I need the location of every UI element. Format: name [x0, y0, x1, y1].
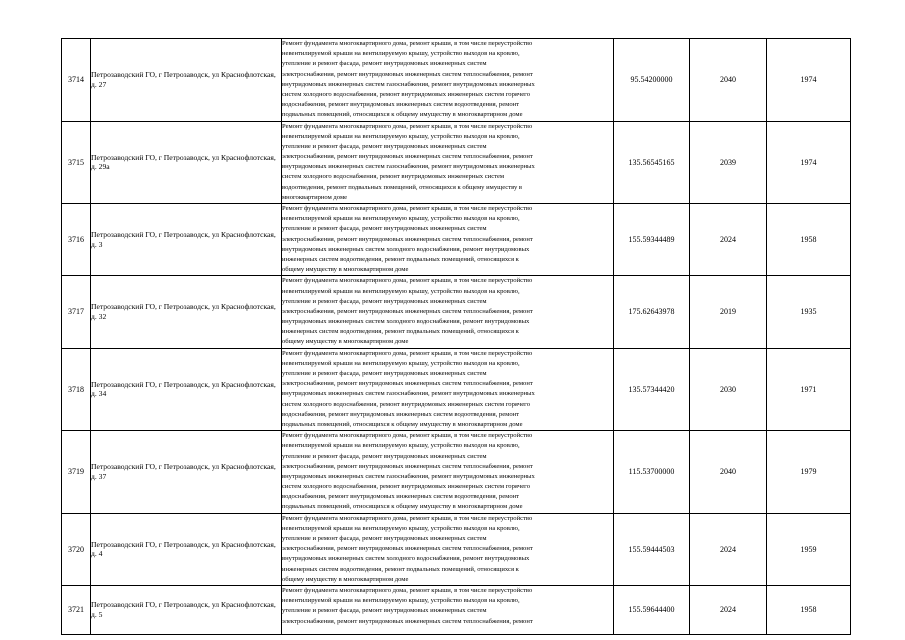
works-line: подвальных помещений, относящихся к общему имуществу в многоквартирном доме [282, 111, 523, 119]
works-line: электроснабжения, ремонт внутридомовых инженерных систем теплоснабжения, ремонт [282, 545, 533, 553]
row-number: 3721 [62, 585, 91, 634]
works-line: внутридомовых инженерных систем газоснабжения, ремонт внутридомовых инженерных [282, 163, 535, 171]
row-number: 3720 [62, 513, 91, 585]
works-line: Ремонт фундамента многоквартирного дома, ремонт крыши, в том числе переустройство [282, 514, 533, 522]
address-cell: Петрозаводский ГО, г Петрозаводск, ул Краснофлотская, д. 29а [91, 121, 282, 204]
works-line: инженерных систем водоотведения, ремонт подвальных помещений, относящихся к [282, 328, 519, 336]
row-number: 3716 [62, 204, 91, 276]
address-cell: Петрозаводский ГО, г Петрозаводск, ул Краснофлотская, д. 3 [91, 204, 282, 276]
address-cell: Петрозаводский ГО, г Петрозаводск, ул Краснофлотская, д. 27 [91, 39, 282, 122]
works-line: электроснабжения, ремонт внутридомовых инженерных систем теплоснабжения, ремонт [282, 307, 533, 315]
row-number: 3719 [62, 431, 91, 514]
built-year-cell: 1959 [767, 513, 851, 585]
works-line: невентилируемой крыши на вентилируемую крышу, устройство выходов на кровлю, [282, 50, 520, 58]
works-cell [282, 204, 614, 276]
works-line: Ремонт фундамента многоквартирного дома, ремонт крыши, в том числе переустройство [282, 586, 533, 594]
built-year-cell: 1974 [767, 121, 851, 204]
cost-cell: 175.62643978 [614, 276, 690, 348]
table-row [62, 276, 851, 348]
works-line: Ремонт фундамента многоквартирного дома, ремонт крыши, в том числе переустройство [282, 205, 533, 212]
works-line: утепление и ремонт фасада, ремонт внутридомовых инженерных систем [282, 60, 487, 68]
works-line: многоквартирном доме [282, 193, 348, 201]
planned-year-cell: 2024 [690, 204, 767, 276]
works-line: систем холодного водоснабжения, ремонт внутридомовых инженерных систем горячего [282, 483, 531, 491]
works-line: подвальных помещений, относящихся к общему имуществу в многоквартирном доме [282, 503, 523, 511]
works-line: Ремонт фундамента многоквартирного дома, ремонт крыши, в том числе переустройство [282, 432, 533, 440]
planned-year-cell: 2019 [690, 276, 767, 348]
works-line: электроснабжения, ремонт внутридомовых инженерных систем теплоснабжения, ремонт [282, 70, 533, 78]
works-cell [282, 121, 614, 204]
works-line: Ремонт фундамента многоквартирного дома, ремонт крыши, в том числе переустройство [282, 349, 533, 357]
works-line: утепление и ремонт фасада, ремонт внутридомовых инженерных систем [282, 607, 487, 615]
cost-cell: 115.53700000 [614, 431, 690, 514]
row-number: 3714 [62, 39, 91, 122]
works-line: систем холодного водоснабжения, ремонт внутридомовых инженерных систем [282, 173, 505, 181]
works-line: внутридомовых инженерных систем холодного водоснабжения, ремонт внутридомовых [282, 245, 530, 253]
cost-cell: 155.59444503 [614, 513, 690, 585]
table-row [62, 513, 851, 585]
address-cell: Петрозаводский ГО, г Петрозаводск, ул Краснофлотская, д. 34 [91, 348, 282, 431]
cost-cell: 135.57344420 [614, 348, 690, 431]
row-number: 3718 [62, 348, 91, 431]
works-line: утепление и ремонт фасада, ремонт внутридомовых инженерных систем [282, 225, 487, 233]
works-line: водоснабжения, ремонт внутридомовых инженерных систем водоотведения, ремонт [282, 493, 520, 501]
table-row [62, 121, 851, 204]
built-year-cell: 1958 [767, 585, 851, 634]
planned-year-cell: 2040 [690, 39, 767, 122]
works-cell [282, 431, 614, 514]
works-line: электроснабжения, ремонт внутридомовых инженерных систем теплоснабжения, ремонт [282, 153, 533, 161]
works-line: невентилируемой крыши на вентилируемую крышу, устройство выходов на кровлю, [282, 442, 520, 450]
works-line: электроснабжения, ремонт внутридомовых инженерных систем теплоснабжения, ремонт [282, 235, 533, 243]
works-line: общему имуществу в многоквартирном доме [282, 575, 409, 583]
works-line: электроснабжения, ремонт внутридомовых инженерных систем теплоснабжения, ремонт [282, 617, 533, 625]
planned-year-cell: 2024 [690, 585, 767, 634]
works-line: водоотведения, ремонт подвальных помещений, относящихся к общему имуществу в [282, 183, 523, 191]
works-line: утепление и ремонт фасада, ремонт внутридомовых инженерных систем [282, 535, 487, 542]
works-line: водоснабжения, ремонт внутридомовых инженерных систем водоотведения, ремонт [282, 101, 520, 109]
works-line: невентилируемой крыши на вентилируемую крышу, устройство выходов на кровлю, [282, 524, 520, 532]
works-line: общему имуществу в многоквартирном доме [282, 266, 409, 274]
works-line: внутридомовых инженерных систем холодного водоснабжения, ремонт внутридомовых [282, 318, 530, 326]
works-line: инженерных систем водоотведения, ремонт подвальных помещений, относящихся к [282, 255, 519, 263]
built-year-cell: 1935 [767, 276, 851, 348]
works-cell [282, 513, 614, 585]
works-line: систем холодного водоснабжения, ремонт внутридомовых инженерных систем горячего [282, 90, 531, 98]
table-row [62, 204, 851, 276]
address-cell: Петрозаводский ГО, г Петрозаводск, ул Краснофлотская, д. 32 [91, 276, 282, 348]
table-row [62, 348, 851, 431]
address-cell: Петрозаводский ГО, г Петрозаводск, ул Краснофлотская, д. 5 [91, 585, 282, 634]
table-row [62, 585, 851, 634]
row-number: 3717 [62, 276, 91, 348]
works-line: невентилируемой крыши на вентилируемую крышу, устройство выходов на кровлю, [282, 597, 520, 605]
works-line: водоснабжения, ремонт внутридомовых инженерных систем водоотведения, ремонт [282, 410, 520, 418]
works-line: инженерных систем водоотведения, ремонт подвальных помещений, относящихся к [282, 565, 519, 573]
address-cell: Петрозаводский ГО, г Петрозаводск, ул Краснофлотская, д. 4 [91, 513, 282, 585]
planned-year-cell: 2030 [690, 348, 767, 431]
built-year-cell: 1958 [767, 204, 851, 276]
table-body [62, 39, 851, 635]
works-line: Ремонт фундамента многоквартирного дома, ремонт крыши, в том числе переустройство [282, 40, 533, 47]
works-line: невентилируемой крыши на вентилируемую крышу, устройство выходов на кровлю, [282, 132, 520, 140]
works-line: невентилируемой крыши на вентилируемую крышу, устройство выходов на кровлю, [282, 359, 520, 367]
built-year-cell: 1979 [767, 431, 851, 514]
works-cell [282, 39, 614, 122]
works-line: систем холодного водоснабжения, ремонт внутридомовых инженерных систем горячего [282, 400, 531, 408]
works-line: подвальных помещений, относящихся к общему имуществу в многоквартирном доме [282, 420, 523, 428]
works-line: внутридомовых инженерных систем газоснабжения, ремонт внутридомовых инженерных [282, 472, 535, 480]
works-line: утепление и ремонт фасада, ремонт внутридомовых инженерных систем [282, 370, 487, 377]
planned-year-cell: 2024 [690, 513, 767, 585]
planned-year-cell: 2040 [690, 431, 767, 514]
works-line: внутридомовых инженерных систем газоснабжения, ремонт внутридомовых инженерных [282, 390, 535, 398]
works-line: общему имуществу в многоквартирном доме [282, 338, 409, 346]
works-cell [282, 276, 614, 348]
cost-cell: 155.59644400 [614, 585, 690, 634]
capital-repair-table [61, 38, 851, 635]
works-line: невентилируемой крыши на вентилируемую крышу, устройство выходов на кровлю, [282, 287, 520, 295]
works-line: невентилируемой крыши на вентилируемую крышу, устройство выходов на кровлю, [282, 215, 520, 223]
address-cell: Петрозаводский ГО, г Петрозаводск, ул Краснофлотская, д. 37 [91, 431, 282, 514]
table-row [62, 39, 851, 122]
works-line: утепление и ремонт фасада, ремонт внутридомовых инженерных систем [282, 452, 487, 460]
planned-year-cell: 2039 [690, 121, 767, 204]
table-row [62, 431, 851, 514]
works-line: внутридомовых инженерных систем холодного водоснабжения, ремонт внутридомовых [282, 555, 530, 563]
works-cell [282, 348, 614, 431]
cost-cell: 95.54200000 [614, 39, 690, 122]
works-line: электроснабжения, ремонт внутридомовых инженерных систем теплоснабжения, ремонт [282, 462, 533, 470]
cost-cell: 135.56545165 [614, 121, 690, 204]
works-cell [282, 585, 614, 634]
built-year-cell: 1974 [767, 39, 851, 122]
built-year-cell: 1971 [767, 348, 851, 431]
cost-cell: 155.59344489 [614, 204, 690, 276]
works-line: электроснабжения, ремонт внутридомовых инженерных систем теплоснабжения, ремонт [282, 380, 533, 388]
works-line: Ремонт фундамента многоквартирного дома, ремонт крыши, в том числе переустройство [282, 122, 533, 130]
works-line: утепление и ремонт фасада, ремонт внутридомовых инженерных систем [282, 142, 487, 150]
works-line: Ремонт фундамента многоквартирного дома, ремонт крыши, в том числе переустройство [282, 277, 533, 285]
works-line: утепление и ремонт фасада, ремонт внутридомовых инженерных систем [282, 297, 487, 305]
row-number: 3715 [62, 121, 91, 204]
works-line: внутридомовых инженерных систем газоснабжения, ремонт внутридомовых инженерных [282, 80, 535, 88]
